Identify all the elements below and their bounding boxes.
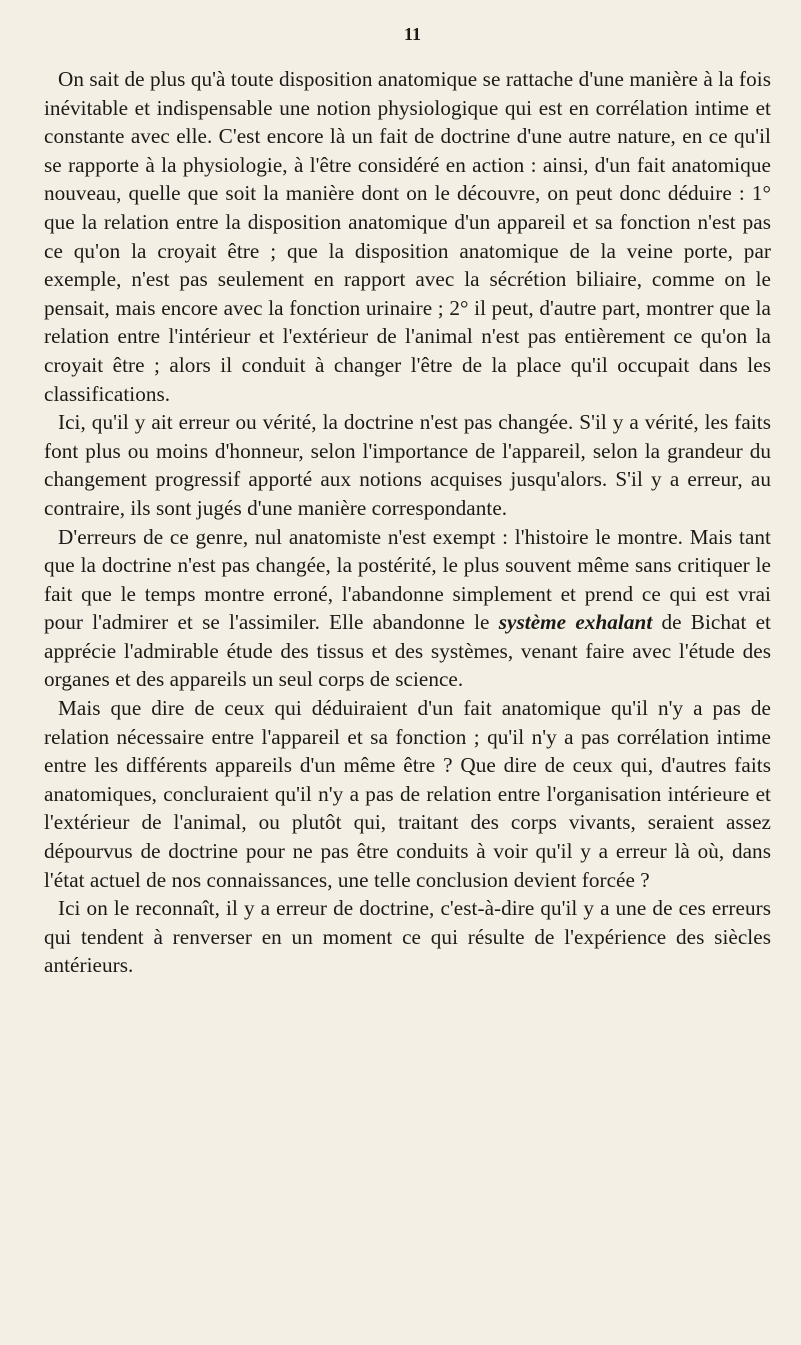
- paragraph-3-text-after: de Bichat et apprécie l'admirable étude des tissus et des systèmes, venant faire avec l'étude des organes et des appareils un seul corps de science.: [44, 610, 771, 692]
- paragraph-3: [44, 523, 771, 695]
- paragraph-2: Ici, qu'il y ait erreur ou vérité, la doctrine n'est pas changée. S'il y a vérité, les faits font plus ou moins d'honneur, selon l'importance de l'appareil, selon la grandeur du changement progressif apporté aux notions acquises jusqu'alors. S'il y a erreur, au contraire, ils sont jugés d'une manière correspondante.: [44, 410, 771, 520]
- paragraph-5: Ici on le reconnaît, il y a erreur de doctrine, c'est-à-dire qu'il y a une de ces erreurs qui tendent à renverser en un moment ce qui résulte de l'expérience des siècles antérieurs.: [44, 896, 771, 978]
- emphasized-term: système exhalant: [498, 610, 653, 635]
- paragraph-3-text-before: D'erreurs de ce genre, nul anatomiste n'est exempt : l'histoire le montre. Mais tant que la doctrine n'est pas changée, la postérité, le plus souvent même sans critiquer le fait que le temps montre erroné, l'abandonne simplement et prend ce qui est vrai pour l'admirer et se l'assimiler. Elle abandonne le: [44, 524, 771, 635]
- paragraph-4: Mais que dire de ceux qui déduiraient d'un fait anatomique qu'il n'y a pas de relation nécessaire entre l'appareil et sa fonction ; qu'il n'y a pas corrélation intime entre les différents appareils d'un même être ? Que dire de ceux qui, d'autres faits anatomiques, concluraient qu'il n'y a pas de relation entre l'organisation intérieure et l'extérieur de l'animal, ou plutôt qui, traitant des corps vivants, seraient assez dépourvus de doctrine pour ne pas être conduits à voir qu'il y a erreur là où, dans l'état actuel de nos connaissances, une telle conclusion devient forcée ?: [44, 696, 771, 892]
- paragraph-1: On sait de plus qu'à toute disposition anatomique se rattache d'une manière à la fois inévitable et indispensable une notion physiologique qui est en corrélation intime et constante avec elle. C'est encore là un fait de doctrine d'une autre nature, en ce qu'il se rapporte à la physiologie, à l'être considéré en action : ainsi, d'un fait anatomique nouveau, quelle que soit la manière dont on le découvre, on peut donc déduire : 1° que la relation entre la disposition anatomique d'un appareil et sa fonction n'est pas ce qu'on la croyait être ; que la disposition anatomique de la veine porte, par exemple, n'est pas seulement en rapport avec la sécrétion biliaire, comme on le pensait, mais encore avec la fonction urinaire ; 2° il peut, d'autre part, montrer que la relation entre l'intérieur et l'extérieur de l'animal n'est pas entièrement ce qu'on la croyait être ; alors il conduit à changer l'être de la place qu'il occupait dans les classifications.: [44, 67, 771, 406]
- page-number: 11: [403, 24, 421, 44]
